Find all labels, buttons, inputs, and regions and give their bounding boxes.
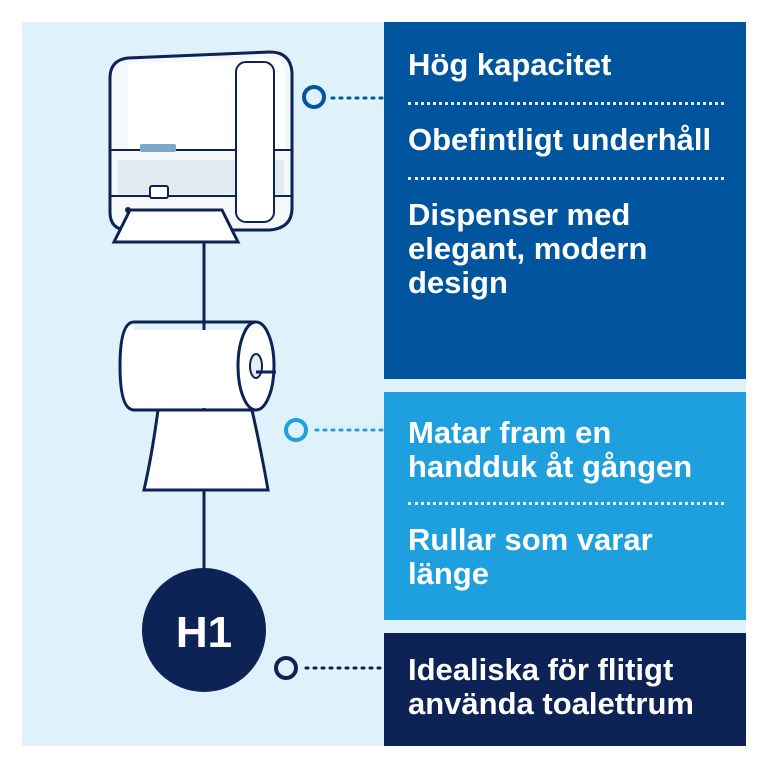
tork-logo bbox=[140, 144, 176, 152]
badge-label: H1 bbox=[175, 608, 233, 657]
divider bbox=[408, 177, 724, 180]
feature-capacity: Hög kapacitet bbox=[408, 47, 612, 82]
dispenser-illustration bbox=[110, 52, 292, 242]
feature-design: Dispenser med elegant, modern design bbox=[408, 197, 648, 300]
feature-panel-dark bbox=[384, 22, 746, 379]
feature-panel-light bbox=[384, 392, 746, 620]
h1-badge bbox=[142, 568, 266, 692]
connector-circle-icon bbox=[304, 87, 324, 107]
feature-high-traffic: Idealiska för flitigt använda toalettrum bbox=[408, 652, 694, 721]
connector-mid bbox=[286, 420, 382, 440]
connector-bottom bbox=[276, 658, 382, 678]
feature-long-rolls: Rullar som varar länge bbox=[408, 522, 653, 591]
connector-circle-icon bbox=[286, 420, 306, 440]
sensor-icon bbox=[150, 186, 168, 198]
divider bbox=[408, 502, 724, 505]
feature-panel-navy bbox=[384, 633, 746, 746]
towel-sheet-illustration bbox=[114, 210, 238, 242]
connector-top bbox=[304, 87, 382, 107]
paper-roll-illustration bbox=[120, 322, 276, 490]
feature-maintenance: Obefintligt underhåll bbox=[408, 122, 712, 157]
connector-circle-icon bbox=[276, 658, 296, 678]
feature-one-at-a-time: Matar fram en handduk åt gången bbox=[408, 415, 693, 484]
unrolled-sheet-illustration bbox=[144, 410, 268, 490]
divider bbox=[408, 102, 724, 105]
